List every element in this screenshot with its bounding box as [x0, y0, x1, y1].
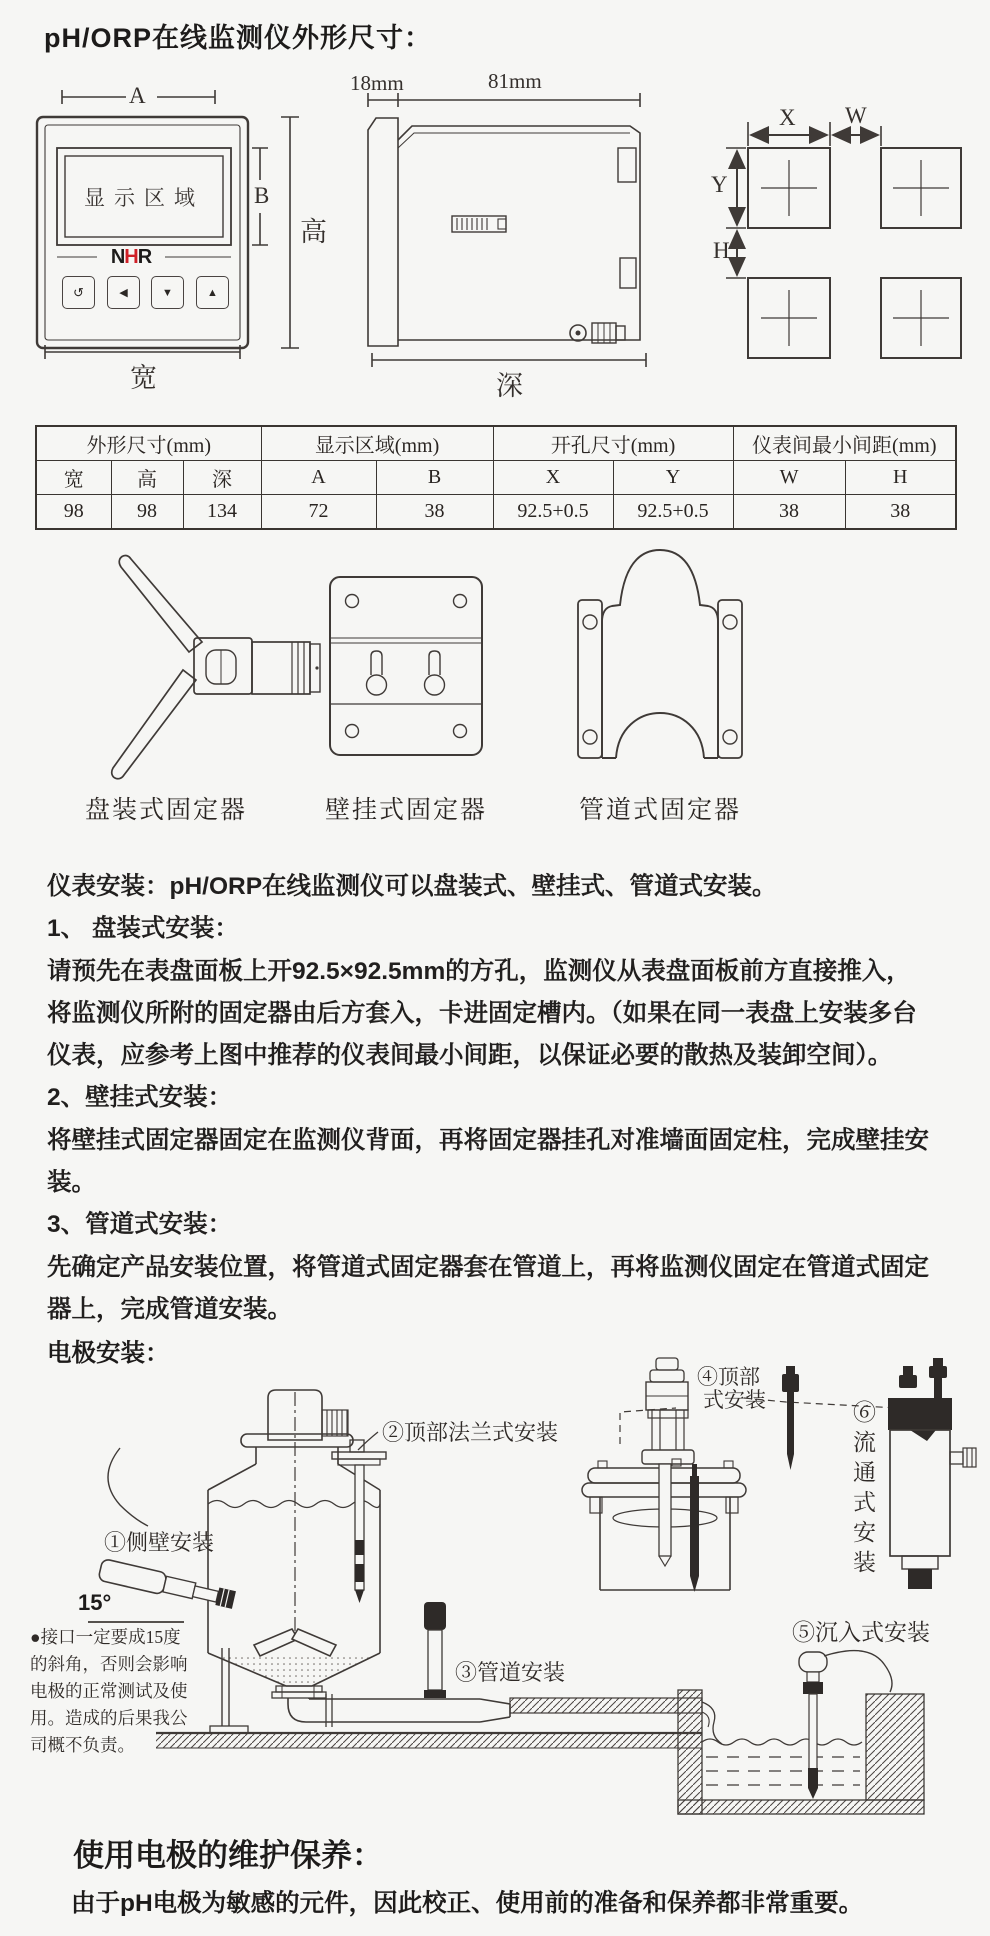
install-line: 请预先在表盘面板上开92.5×92.5mm的方孔，监测仪从表盘面板前方直接推入，: [47, 957, 911, 985]
install-intro: 仪表安装：pH/ORP在线监测仪可以盘装式、壁挂式、管道式安装。: [47, 873, 777, 900]
label-top-install-line1: ④顶部: [697, 1365, 760, 1389]
dimension-drawings: [0, 55, 990, 390]
label-angle-15: 15°: [78, 1590, 112, 1615]
table-value-row: [36, 495, 956, 530]
table-value: 38: [733, 495, 845, 530]
device-key-back-icon: ↺: [62, 276, 95, 309]
table-col-header: X: [493, 461, 613, 495]
table-group-row: [36, 426, 956, 461]
table-col-header: 深: [183, 461, 261, 495]
table-value: 92.5+0.5: [613, 495, 733, 530]
install-line: 器上，完成管道安装。: [47, 1295, 292, 1323]
dim-label-x: X: [779, 105, 796, 130]
dim-label-height: 高: [300, 217, 327, 247]
table-col-header: 高: [111, 461, 183, 495]
dim-label-w: W: [845, 103, 867, 128]
table-col-header: H: [845, 461, 956, 495]
table-col-header: 宽: [36, 461, 111, 495]
fixture-drawings: [0, 530, 990, 810]
dimension-table: [35, 425, 957, 530]
electrode-angle-note: [30, 1624, 210, 1759]
table-header-row: [36, 461, 956, 495]
dim-label-width: 宽: [130, 363, 157, 393]
dim-label-18mm: 18mm: [350, 71, 404, 95]
note-line: ●接口一定要成15度: [30, 1627, 181, 1647]
table-group-display: 显示区域(mm): [261, 426, 493, 461]
install-line: 仪表，应参考上图中推荐的仪表间最小间距，以保证必要的散热及装卸空间）。: [47, 1042, 893, 1070]
table-value: 92.5+0.5: [493, 495, 613, 530]
dim-label-b: B: [254, 183, 270, 208]
fixture-label-wall: 壁挂式固定器: [324, 797, 487, 824]
dim-label-a: A: [129, 83, 146, 108]
dim-label-y: Y: [711, 172, 728, 197]
table-group-outline: 外形尺寸(mm): [36, 426, 261, 461]
fixture-label-panel: 盘装式固定器: [84, 797, 247, 824]
maintenance-heading: 使用电极的维护保养：: [73, 1838, 383, 1873]
brand-r: R: [137, 246, 152, 268]
table-value: 98: [36, 495, 111, 530]
table-value: 134: [183, 495, 261, 530]
note-line: 电极的正常测试及使: [30, 1681, 188, 1701]
install-line: 将监测仪所附的固定器由后方套入，卡进固定槽内。（如果在同一表盘上安装多台: [47, 999, 917, 1027]
install-line: 2、壁挂式安装：: [47, 1084, 233, 1112]
note-line: 用。造成的后果我公: [30, 1708, 188, 1728]
device-key-down-icon: ▼: [151, 276, 184, 309]
table-col-header: Y: [613, 461, 733, 495]
device-key-up-icon: ▲: [196, 276, 229, 309]
electrode-section-heading: 电极安装：: [47, 1340, 170, 1367]
maintenance-body: 由于pH电极为敏感的元件，因此校正、使用前的准备和保养都非常重要。: [71, 1890, 864, 1917]
label-submersible-install: ⑤沉入式安装: [792, 1620, 930, 1645]
dim-label-h: H: [713, 238, 730, 263]
table-value: 38: [376, 495, 493, 530]
install-line: 将壁挂式固定器固定在监测仪背面，再将固定器挂孔对准墙面固定柱，完成壁挂安: [47, 1126, 929, 1154]
dim-label-81mm: 81mm: [488, 69, 542, 93]
brand-n: N: [110, 246, 125, 268]
table-value: 38: [845, 495, 956, 530]
install-instructions: [47, 866, 957, 1331]
device-key-left-icon: ◀: [107, 276, 140, 309]
brand-h: H: [124, 246, 138, 268]
label-top-install-line2: 式安装: [703, 1388, 766, 1412]
fixture-label-pipe: 管道式固定器: [578, 797, 741, 824]
label-flow-through-install: ⑥流通式安装: [850, 1400, 875, 1580]
note-line: 的斜角，否则会影响: [30, 1654, 188, 1674]
table-col-header: B: [376, 461, 493, 495]
install-line: 3、管道式安装：: [47, 1211, 233, 1239]
table-group-cutout: 开孔尺寸(mm): [493, 426, 733, 461]
label-side-wall-install: ①侧壁安装: [104, 1530, 215, 1555]
note-line: 司概不负责。: [30, 1735, 135, 1755]
dim-label-depth: 深: [496, 371, 523, 401]
brand-logo: [99, 246, 163, 269]
table-value: 98: [111, 495, 183, 530]
table-col-header: W: [733, 461, 845, 495]
install-line: 装。: [47, 1169, 96, 1197]
install-line: 1、 盘装式安装：: [47, 915, 239, 943]
page-title: pH/ORP在线监测仪外形尺寸：: [44, 23, 433, 53]
label-top-flange-install: ②顶部法兰式安装: [382, 1420, 559, 1445]
table-value: 72: [261, 495, 376, 530]
table-col-header: A: [261, 461, 376, 495]
display-area-label: 显示区域: [84, 186, 204, 210]
label-pipe-install: ③管道安装: [455, 1660, 566, 1685]
table-group-spacing: 仪表间最小间距(mm): [733, 426, 956, 461]
install-line: 先确定产品安装位置，将管道式固定器套在管道上，再将监测仪固定在管道式固定: [47, 1253, 929, 1281]
